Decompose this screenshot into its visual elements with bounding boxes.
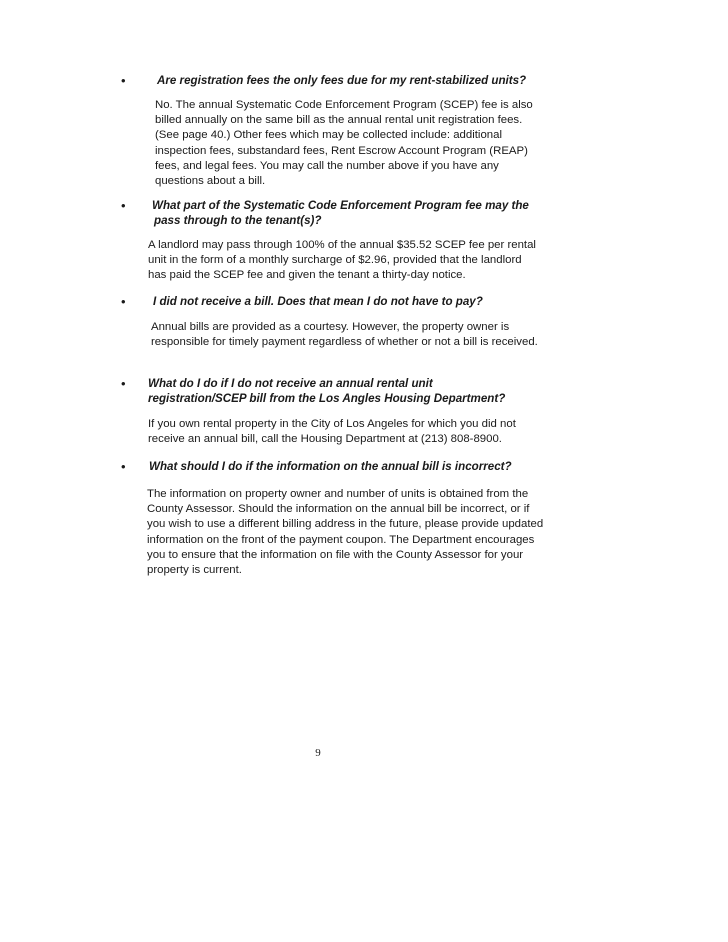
page-number: 9 [315, 747, 321, 759]
faq-answer: If you own rental property in the City of Los Angeles for which you did not receive an annual bill, call the Housing Department at (213) 808-8900. [148, 418, 516, 446]
bullet-icon: • [121, 198, 126, 213]
bullet-icon: • [121, 294, 126, 309]
bullet-icon: • [121, 376, 126, 391]
bullet-icon: • [121, 73, 126, 88]
faq-question: I did not receive a bill. Does that mean I do not have to pay? [153, 295, 483, 308]
faq-question: Are registration fees the only fees due for my rent-stabilized units? [157, 74, 527, 87]
faq-question: What part of the Systematic Code Enforcement Program fee may the pass through to the tenant(s)? [152, 199, 529, 227]
faq-answer: Annual bills are provided as a courtesy. However, the property owner is responsible for timely payment regardless of whether or not a bill is received. [151, 321, 538, 349]
faq-question: What should I do if the information on the annual bill is incorrect? [149, 460, 512, 473]
faq-question: What do I do if I do not receive an annual rental unit registration/SCEP bill from the Los Angles Housing Department? [148, 377, 506, 405]
faq-answer: A landlord may pass through 100% of the annual $35.52 SCEP fee per rental unit in the form of a monthly surcharge of $2.96, provided that the landlord has paid the SCEP fee and given the tenant a thirty-day notice. [148, 239, 536, 282]
faq-answer: The information on property owner and number of units is obtained from the County Assessor. Should the information on the annual bill be incorrect, or if you wish to use a different billing address in the future, please provide updated information on the front of the payment coupon. The Department encourages you to ensure that the information on file with the County Assessor for your property is current. [147, 488, 544, 577]
bullet-icon: • [121, 459, 126, 474]
faq-answer: No. The annual Systematic Code Enforcement Program (SCEP) fee is also billed annually on the same bill as the annual rental unit registration fees. (See page 40.) Other fees which may be collected include: additional inspection fees, substandard fees, Rent Escrow Account Program (REAP) fees, and legal fees. You may call the number above if you have any questions about a bill. [155, 99, 533, 188]
